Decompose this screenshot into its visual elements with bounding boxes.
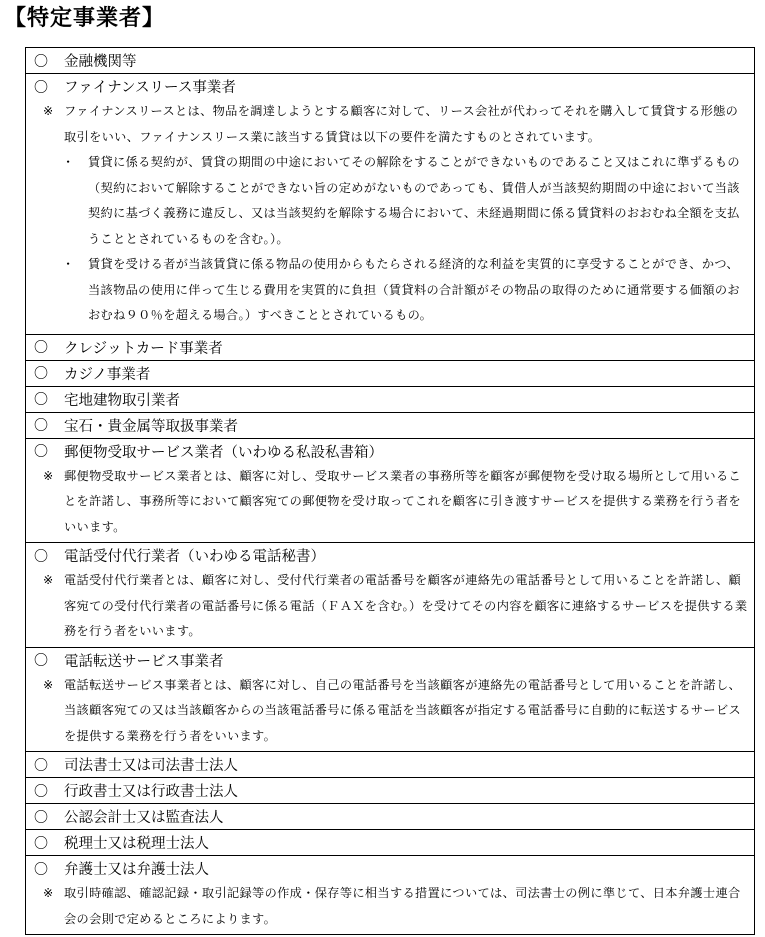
bullet-dot-icon: ・ xyxy=(62,155,75,169)
row-real-estate xyxy=(26,386,754,412)
circle-bullet-icon: 〇 xyxy=(34,444,48,460)
note xyxy=(26,881,754,932)
circle-bullet-icon: 〇 xyxy=(34,783,48,800)
item-label: 電話受付代行業者（いわゆる電話秘書） xyxy=(64,549,325,565)
note-text: 取引時確認、確認記録・取引記録等の作成・保存等に相当する措置については、司法書士の例に準じて、日本弁護士連合会の会則で定めるところによります。 xyxy=(64,886,741,926)
item-label: 宅地建物取引業者 xyxy=(64,392,180,409)
item-label: 行政書士又は行政書士法人 xyxy=(64,784,238,800)
specified-business-table xyxy=(25,47,755,935)
circle-bullet-icon: 〇 xyxy=(34,548,48,565)
item-label: カジノ事業者 xyxy=(64,366,151,383)
circle-bullet-icon: 〇 xyxy=(34,861,48,878)
row-mail-receiving xyxy=(26,438,754,543)
note-mark-icon: ※ xyxy=(43,573,54,587)
row-phone-forwarding xyxy=(26,647,754,752)
row-credit-card xyxy=(26,334,754,360)
bullet-item xyxy=(26,252,754,329)
note-mark-icon: ※ xyxy=(43,886,54,900)
row-phone-reception xyxy=(26,542,754,647)
item-label: 宝石・貴金属等取扱事業者 xyxy=(64,418,238,435)
row-tax-accountant xyxy=(26,829,754,855)
item-label: 弁護士又は弁護士法人 xyxy=(64,862,209,878)
row-financial-institutions xyxy=(26,48,754,73)
note-text: ファイナンスリースとは、物品を調達しようとする顧客に対して、リース会社が代わってそれを購入して賃貸する形態の取引をいい、ファイナンスリース業に該当する賃貸は以下の要件を満たすものとされています。 xyxy=(64,104,739,144)
circle-bullet-icon: 〇 xyxy=(34,809,48,826)
item-label: 司法書士又は司法書士法人 xyxy=(64,758,238,774)
circle-bullet-icon: 〇 xyxy=(34,340,48,356)
page-title: 【特定事業者】 xyxy=(4,6,166,31)
note-mark-icon: ※ xyxy=(43,104,54,118)
item-label: 税理士又は税理士法人 xyxy=(64,836,209,852)
bullet-text: 賃貸に係る契約が、賃貸の期間の中途においてその解除をすることができないものであること又はこれに準ずるもの（契約において解除することができない旨の定めがないものであっても、賃借人が当該契約期間の中途において当該契約に基づく義務に違反し、又は当該契約を解除する場合において、未経過期間に係る賃貸料のおおむね全額を支払うこととされているものを含む。）。 xyxy=(88,155,740,246)
note-text: 郵便物受取サービス業者とは、顧客に対し、受取サービス業者の事務所等を顧客が郵便物を受け取る場所として用いることを許諾し、事務所等において顧客宛ての郵便物を受け取ってこれを顧客に引き渡すサービスを提供する業務を行う者をいいます。 xyxy=(64,468,742,534)
note-mark-icon: ※ xyxy=(43,468,54,483)
note-mark-icon: ※ xyxy=(43,677,54,692)
row-administrative-scrivener xyxy=(26,777,754,803)
circle-bullet-icon: 〇 xyxy=(34,79,48,96)
note xyxy=(26,99,754,150)
note xyxy=(26,673,754,750)
row-accountant xyxy=(26,803,754,829)
circle-bullet-icon: 〇 xyxy=(34,366,48,382)
item-label: ファイナンスリース事業者 xyxy=(64,80,236,96)
item-label: 公認会計士又は監査法人 xyxy=(64,810,224,826)
row-judicial-scrivener xyxy=(26,751,754,777)
circle-bullet-icon: 〇 xyxy=(34,53,48,70)
row-jewelry xyxy=(26,412,754,438)
item-label: 電話転送サービス事業者 xyxy=(64,653,224,670)
note xyxy=(26,568,754,645)
bullet-text: 賃貸を受ける者が当該賃貸に係る物品の使用からもたらされる経済的な利益を実質的に享受することができ、かつ、当該物品の使用に伴って生じる費用を実質的に負担（賃貸料の合計額がその物品の取得のために通常要する価額のおおむね９０％を超える場合。）すべきこととされているもの。 xyxy=(88,257,740,322)
item-label: 郵便物受取サービス業者（いわゆる私設私書箱） xyxy=(64,444,383,461)
row-casino xyxy=(26,360,754,386)
circle-bullet-icon: 〇 xyxy=(34,653,48,669)
item-label: クレジットカード事業者 xyxy=(64,340,223,357)
circle-bullet-icon: 〇 xyxy=(34,392,48,408)
bullet-item xyxy=(26,150,754,252)
row-finance-lease xyxy=(26,73,754,334)
row-lawyer xyxy=(26,855,754,934)
circle-bullet-icon: 〇 xyxy=(34,418,48,434)
circle-bullet-icon: 〇 xyxy=(34,757,48,774)
note xyxy=(26,464,754,541)
circle-bullet-icon: 〇 xyxy=(34,835,48,852)
note-text: 電話受付代行業者とは、顧客に対し、受付代行業者の電話番号を顧客が連絡先の電話番号として用いることを許諾し、顧客宛ての受付代行業者の電話番号に係る電話（ＦＡＸを含む。）を受けてその内容を顧客に連絡するサービスを提供する業務を行う者をいいます。 xyxy=(64,573,748,638)
note-text: 電話転送サービス事業者とは、顧客に対し、自己の電話番号を当該顧客が連絡先の電話番号として用いることを許諾し、当該顧客宛ての又は当該顧客からの当該電話番号に係る電話を当該顧客が指定する電話番号に自動的に転送するサービスを提供する業務を行う者をいいます。 xyxy=(64,677,742,743)
bullet-dot-icon: ・ xyxy=(62,257,75,271)
item-label: 金融機関等 xyxy=(64,54,137,70)
